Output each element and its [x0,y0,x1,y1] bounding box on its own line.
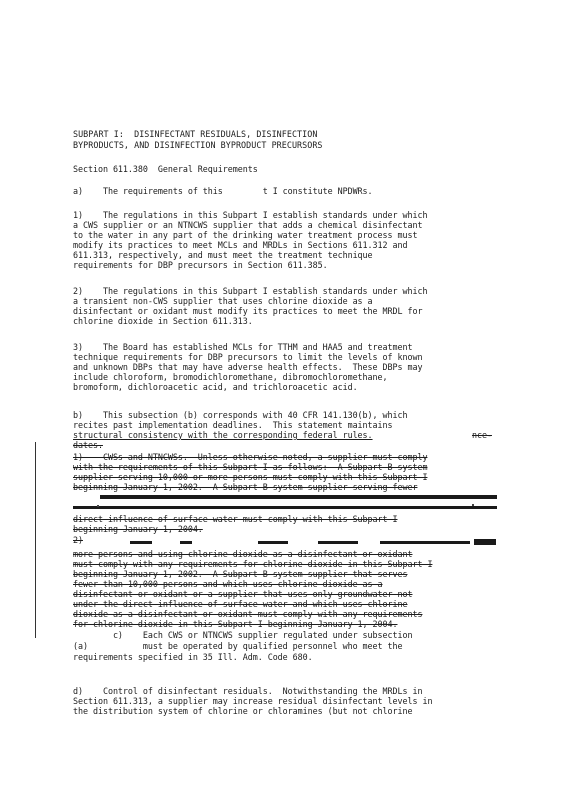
redaction-mark [130,541,152,544]
paragraph-c-line: (a) must be operated by qualified personnel who meet the [73,641,403,651]
paragraph-b-line: structural consistency with the corresponding federal rules. [73,430,373,440]
paragraph-2-line: chlorine dioxide in Section 611.313. [73,316,253,326]
subpart-heading-line-1: SUBPART I: DISINFECTANT RESIDUALS, DISINFECTION [73,129,318,139]
deleted-text-line: more persons and using chlorine dioxide as a disinfectant or oxidant [73,549,413,559]
section-title: Section 611.380 General Requirements [73,164,258,174]
deleted-text-line: dates. [73,440,103,450]
redaction-bar [100,495,497,499]
deleted-text-line: supplier serving 10,000 or more persons must comply with this Subpart I [73,472,428,482]
paragraph-3-line: include chloroform, bromodichloromethane, dibromochloromethane, [73,372,388,382]
deleted-text-line: dioxide as a disinfectant or oxidant must comply with any requirements [73,609,423,619]
paragraph-c-line: requirements specified in 35 Ill. Adm. Code 680. [73,652,313,662]
deleted-text-line: beginning January 1, 2004. [73,524,203,534]
paragraph-c-line: c) Each CWS or NTNCWS supplier regulated under subsection [73,630,413,640]
deleted-text-line: must comply with any requirements for chlorine dioxide in this Subpart I [73,559,433,569]
redaction-mark [258,541,288,544]
subpart-heading-line-2: BYPRODUCTS, AND DISINFECTION BYPRODUCT PRECURSORS [73,140,323,150]
paragraph-2-line: disinfectant or oxidant must modify its practices to meet the MRDL for [73,306,423,316]
paragraph-d-line: Section 611.313, a supplier may increase residual disinfectant levels in [73,696,433,706]
redaction-mark [380,541,470,544]
paragraph-1-line: requirements for DBP precursors in Section 611.385. [73,260,328,270]
deleted-text-line: direct influence of surface water must comply with this Subpart I [73,514,398,524]
paragraph-b-struck-tail: nce- [472,430,492,440]
paragraph-2-line: a transient non-CWS supplier that uses chlorine dioxide as a [73,296,373,306]
paragraph-3-line: and unknown DBPs that may have adverse health effects. These DBPs may [73,362,423,372]
paragraph-d-line: d) Control of disinfectant residuals. Notwithstanding the MRDLs in [73,686,423,696]
paragraph-1-line: 611.313, respectively, and must meet the treatment technique [73,250,373,260]
paragraph-d-line: the distribution system of chlorine or chloramines (but not chlorine [73,706,413,716]
redaction-mark [474,539,496,545]
deleted-text-line: for chlorine dioxide in this Subpart I beginning January 1, 2004. [73,619,398,629]
revision-bar [35,442,36,638]
paragraph-1-line: 1) The regulations in this Subpart I establish standards under which [73,210,428,220]
paragraph-3-line: technique requirements for DBP precursors to limit the levels of known [73,352,423,362]
paragraph-a: a) The requirements of this t I constitute NPDWRs. [73,186,373,196]
deleted-text-line: with the requirements of this Subpart I as follows: A Subpart B system [73,462,428,472]
scan-speck [97,505,99,507]
paragraph-1-line: a CWS supplier or an NTNCWS supplier that adds a chemical disinfectant [73,220,423,230]
redaction-mark [318,541,358,544]
paragraph-b-line: recites past implementation deadlines. This statement maintains [73,420,393,430]
redaction-bar [73,506,497,509]
deleted-text-line: 1) CWSs and NTNCWSs. Unless otherwise noted, a supplier must comply [73,452,428,462]
deleted-text-line: beginning January 1, 2002. A Subpart B system supplier serving fewer [73,482,418,492]
scan-speck [472,504,474,506]
paragraph-2-line: 2) The regulations in this Subpart I establish standards under which [73,286,428,296]
deleted-text-line: disinfectant or oxidant or a supplier that uses only groundwater not [73,589,413,599]
paragraph-1-line: modify its practices to meet MCLs and MRDLs in Sections 611.312 and [73,240,408,250]
paragraph-b-line: b) This subsection (b) corresponds with 40 CFR 141.130(b), which [73,410,408,420]
deleted-text-line: beginning January 1, 2002. A Subpart B system supplier that serves [73,569,408,579]
redaction-mark [180,541,192,544]
paragraph-3-line: bromoform, dichloroacetic acid, and trichloroacetic acid. [73,382,358,392]
deleted-text-line: fewer than 10,000 persons and which uses chlorine dioxide as a [73,579,383,589]
paragraph-1-line: to the water in any part of the drinking water treatment process must [73,230,418,240]
deleted-text-line: 2) [73,535,83,545]
deleted-text-line: under the direct influence of surface water and which uses chlorine [73,599,408,609]
paragraph-3-line: 3) The Board has established MCLs for TTHM and HAA5 and treatment [73,342,413,352]
